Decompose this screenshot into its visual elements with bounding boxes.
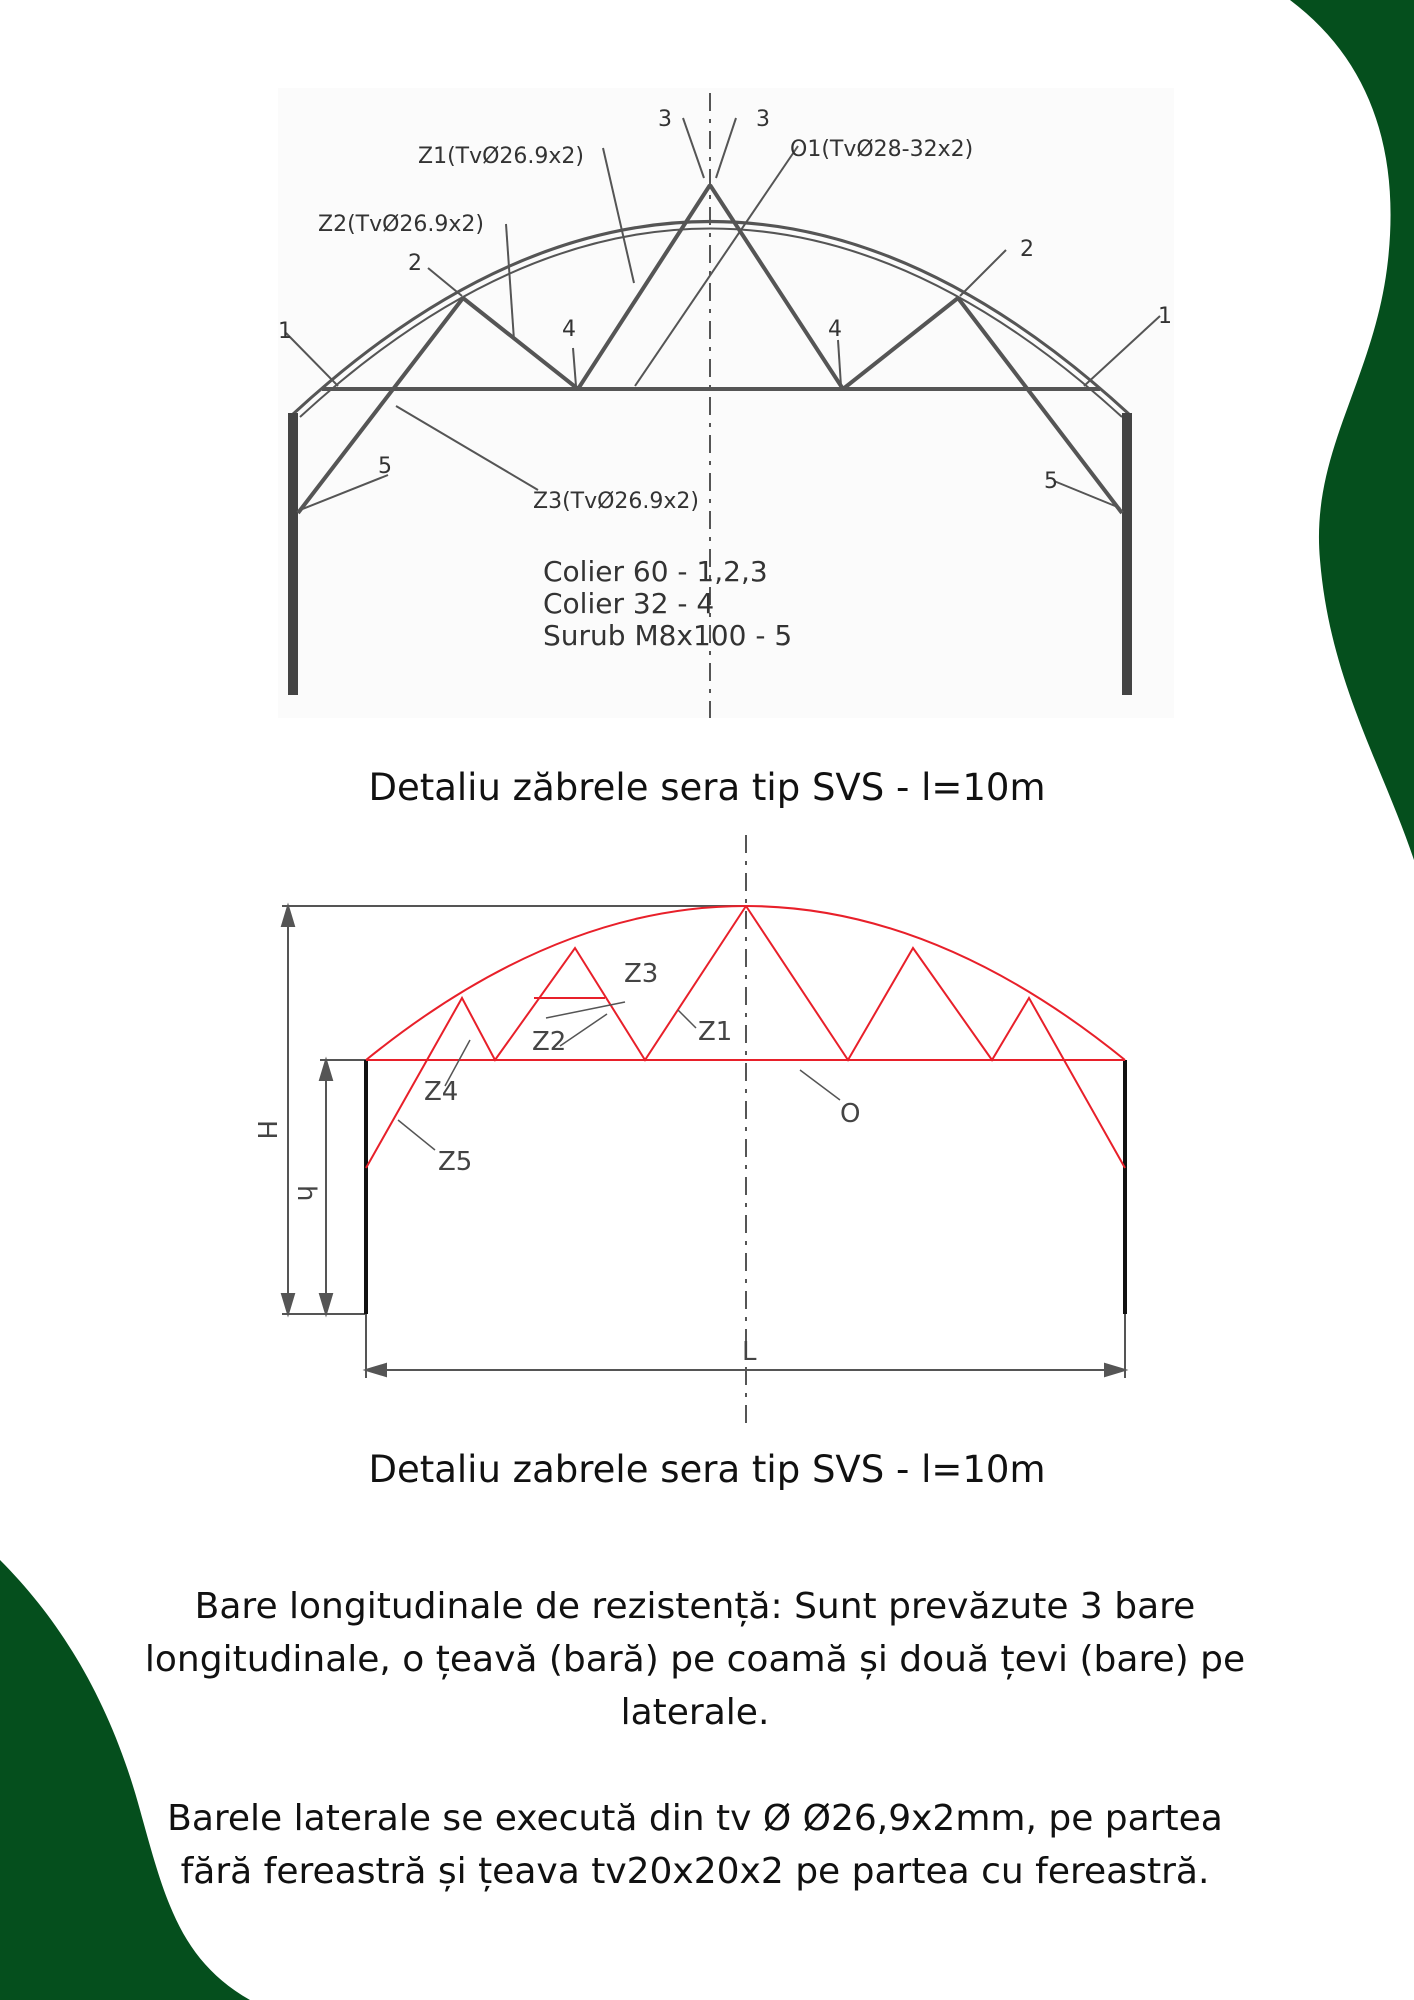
label-Z1: Z1 <box>698 1017 733 1047</box>
truss-dimension-drawing <box>240 830 1140 1430</box>
label-dim-L: L <box>742 1337 757 1367</box>
label-5-right: 5 <box>1044 469 1058 494</box>
top-right-green-shape <box>1250 0 1414 870</box>
left-post <box>288 413 298 695</box>
label-5-left: 5 <box>378 454 392 479</box>
label-z1: Z1(TvØ26.9x2) <box>418 144 585 169</box>
label-Z3: Z3 <box>624 959 659 989</box>
diagram2-caption: Detaliu zabrele sera tip SVS - l=10m <box>368 1448 1046 1491</box>
note-2: Colier 32 - 4 <box>543 587 715 620</box>
label-z2: Z2(TvØ26.9x2) <box>318 212 485 237</box>
label-z3: Z3(TvØ26.9x2) <box>533 489 700 514</box>
paragraph-longitudinal-bars: Bare longitudinale de rezistență: Sunt prevăzute 3 bare longitudinale, o țeavă (bară) pe coamă și două țevi (bare) pe laterale. <box>144 1586 1246 1733</box>
truss-detail-drawing <box>278 88 1174 718</box>
label-3-right: 3 <box>756 107 770 132</box>
label-1-right: 1 <box>1158 304 1172 329</box>
label-Z2: Z2 <box>532 1027 567 1057</box>
note-3: Surub M8x100 - 5 <box>543 619 793 652</box>
paragraph-lateral-bars: Barele laterale se execută din tv Ø Ø26,9x2mm, pe partea fără fereastră și țeava tv20x20x2 pe partea cu fereastră. <box>167 1798 1223 1892</box>
note-1: Colier 60 - 1,2,3 <box>543 555 768 588</box>
right-post <box>1122 413 1132 695</box>
label-3-left: 3 <box>658 107 672 132</box>
diagram1-caption: Detaliu zăbrele sera tip SVS - l=10m <box>368 766 1046 809</box>
label-2-right: 2 <box>1020 237 1034 262</box>
label-4-right: 4 <box>828 317 842 342</box>
label-4-left: 4 <box>562 317 576 342</box>
label-O: O <box>840 1099 861 1129</box>
label-dim-H: H <box>251 1120 281 1140</box>
label-dim-h: h <box>291 1185 321 1202</box>
label-o1: O1(TvØ28-32x2) <box>790 137 974 162</box>
label-Z4: Z4 <box>424 1077 459 1107</box>
label-Z5: Z5 <box>438 1147 473 1177</box>
label-1-left: 1 <box>278 319 292 344</box>
label-2-left: 2 <box>408 251 422 276</box>
